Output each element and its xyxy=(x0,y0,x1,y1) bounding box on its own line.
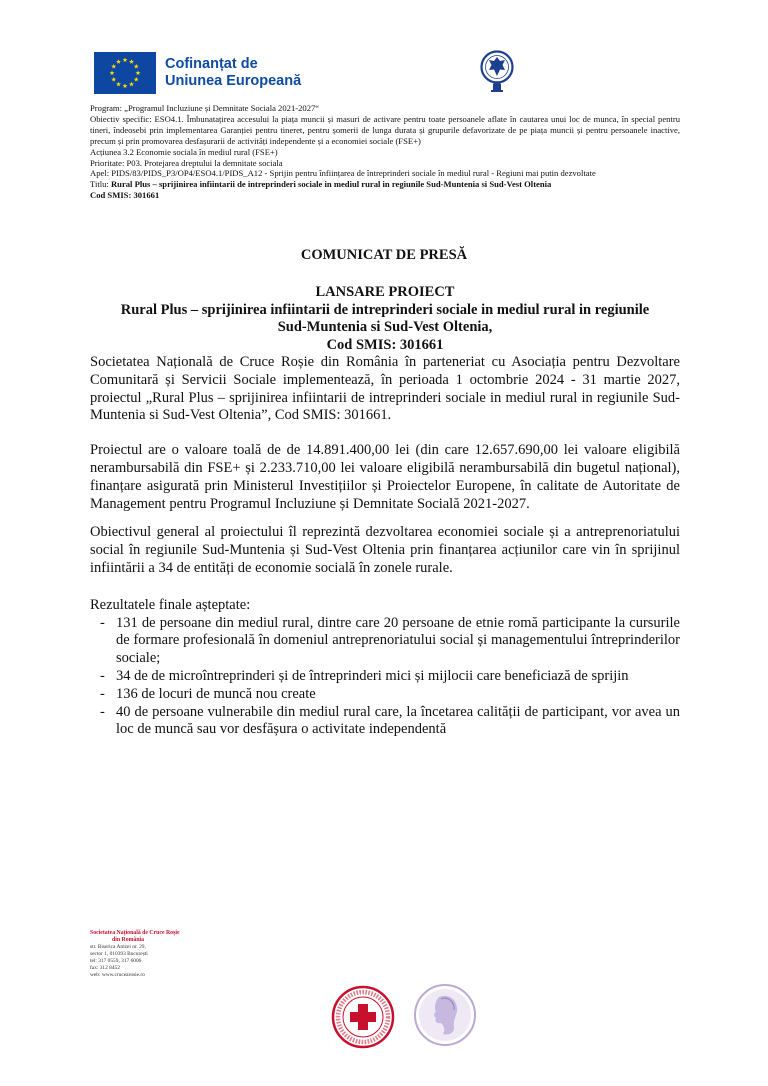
project-heading-line-1: LANSARE PROIECT xyxy=(315,284,455,300)
eu-star-icon xyxy=(111,77,116,82)
list-item xyxy=(90,668,680,686)
paragraph-intro: Societatea Națională de Cruce Roșie din România în parteneriat cu Asociația pentru Dezvoltare Comunitară și Servicii Sociale implementează, în perioada 1 octombrie 2024 - 31 martie 2027, proiectul „Rural Plus – sprijinirea infiintarii de intreprinderi sociale in mediul rural in regiunile Sud-Muntenia si Sud-Vest Oltenia”, Cod SMIS: 301661. xyxy=(90,354,680,424)
results-label: Rezultatele finale așteptate: xyxy=(90,596,251,613)
list-dash: - xyxy=(100,667,105,684)
result-text: 40 de persoane vulnerabile din mediul rural care, la încetarea calității de participant, vor avea un loc de muncă sau vor desfășura o activitate independentă xyxy=(116,703,680,738)
eu-star-icon xyxy=(110,70,115,75)
eu-star-icon xyxy=(116,59,121,64)
eu-star-icon xyxy=(123,57,128,62)
eu-stars-icon xyxy=(94,52,156,94)
project-heading-line-4: Cod SMIS: 301661 xyxy=(326,336,444,353)
result-text: 136 de locuri de muncă nou create xyxy=(116,685,316,702)
title-line xyxy=(90,179,680,190)
call-line: Apel: PIDS/83/PIDS_P3/OP4/ESO4.1/PIDS_A12 - Sprijin pentru înființarea de întreprinderi sociale în mediul rural - Regiuni mai putin dezvoltate xyxy=(90,168,596,179)
list-dash: - xyxy=(100,685,105,702)
priority-line: Prioritate: P03. Protejarea dreptului la demnitate sociala xyxy=(90,157,283,168)
eu-star-icon xyxy=(136,70,141,75)
press-release-heading: COMUNICAT DE PRESĂ xyxy=(300,247,468,263)
footer-web: web: www.crucearosie.ro xyxy=(90,972,145,978)
list-dash: - xyxy=(100,614,105,631)
title-value: Rural Plus – sprijinirea infiintarii de intreprinderi sociale in mediul rural in regiunile Sud-Muntenia si Sud-Vest Oltenia xyxy=(110,179,552,190)
eu-line-2: Uniunea Europeană xyxy=(165,73,302,89)
program-info-block xyxy=(90,103,680,201)
eu-star-icon xyxy=(134,77,139,82)
eu-star-icon xyxy=(134,64,139,69)
project-heading-line-2: Rural Plus – sprijinirea infiintarii de intreprinderi sociale in mediul rural in regiunile xyxy=(120,301,650,318)
paragraph-objective: Obiectivul general al proiectului îl reprezintă dezvoltarea economiei sociale și a antreprenoriatului social în regiunile Sud-Muntenia și Sud-Vest Oltenia prin finanțarea acțiunilor care vin în sprijinul infiintării a 34 de entități de economie socială în zonele rurale. xyxy=(90,524,680,576)
list-item xyxy=(90,615,680,668)
paragraph-budget: Proiectul are o valoare toală de de 14.891.400,00 lei (din care 12.657.690,00 lei valoare eligibilă nerambursabilă din FSE+ și 2.233.710,00 lei valoare eligibilă nerambursabilă din bugetul național), finanțare asigurată prin Ministerul Investițiilor și Proiectelor Europene, în calitate de Autoritate de Management pentru Programul Incluziune și Demnitate Socială 2021-2027. xyxy=(90,442,680,512)
footer-tel: tel: 317 0559, 317 6006 xyxy=(90,958,142,964)
eu-star-icon xyxy=(123,83,128,88)
footer-address xyxy=(90,930,220,979)
eu-flag-icon xyxy=(94,52,156,94)
eu-star-icon xyxy=(129,59,134,64)
government-seal-icon xyxy=(479,50,515,94)
result-text: 131 de persoane din mediul rural, dintre care 20 persoane de etnie romă participante la cursurile de formare profesională în domeniul antreprenoriatului social și managementului întreprinderilor sociale; xyxy=(116,614,680,667)
list-item xyxy=(90,704,680,740)
project-heading-line-3: Sud-Muntenia si Sud-Vest Oltenia, xyxy=(277,319,493,336)
footer-fax: fax: 312 8452 xyxy=(90,965,120,971)
smis-line xyxy=(90,190,680,201)
results-list xyxy=(90,615,680,740)
footer-org-name-2: din România xyxy=(112,937,145,943)
result-text: 34 de de microîntreprinderi și de întreprinderi mici și mijlocii care beneficiază de sprijin xyxy=(116,667,629,684)
eu-logo-text xyxy=(165,56,301,90)
list-dash: - xyxy=(100,703,105,720)
footer-city: sector 1, 010393 București xyxy=(90,951,148,957)
footer-street: str. Biserica Amzei nr. 29, xyxy=(90,944,146,950)
action-line: Acțiunea 3.2 Economie sociala în mediul rural (FSE+) xyxy=(90,146,278,157)
press-release-body xyxy=(90,354,680,739)
list-item xyxy=(90,686,680,704)
association-profile-icon xyxy=(413,983,477,1047)
red-cross-logo xyxy=(331,985,395,1049)
romanian-government-logo xyxy=(479,50,515,94)
eu-cofinancing-logo xyxy=(94,52,301,94)
eu-star-icon xyxy=(116,82,121,87)
eu-line-1: Cofinanțat de xyxy=(165,56,258,72)
association-logo xyxy=(413,983,477,1047)
red-cross-icon xyxy=(331,985,395,1049)
eu-star-icon xyxy=(111,64,116,69)
footer-org-name: Societatea Națională de Cruce Roșie xyxy=(90,930,180,936)
specific-objective: Obiectiv specific: ESO4.1. Îmbunatațirea accesului la piața muncii și masuri de activare pentru toate persoanele aflate în cautarea unui loc de munca, în special pentru tineri, îndeosebi prin implementarea Garanției pentru tineret, pentru șomerii de lunga durata și grupurile defavorizate de pe piața muncii și pentru persoanele inactive, precum și prin promovarea desfașurarii de activități independente și a economiei sociale (FSE+) xyxy=(90,113,680,146)
program-line: Program: „Programul Incluziune și Demnitate Sociala 2021-2027“ xyxy=(90,103,320,113)
eu-star-icon xyxy=(129,82,134,87)
smis-code: Cod SMIS: 301661 xyxy=(90,190,160,201)
project-heading xyxy=(90,284,680,354)
title-label: Titlu: xyxy=(90,179,111,190)
